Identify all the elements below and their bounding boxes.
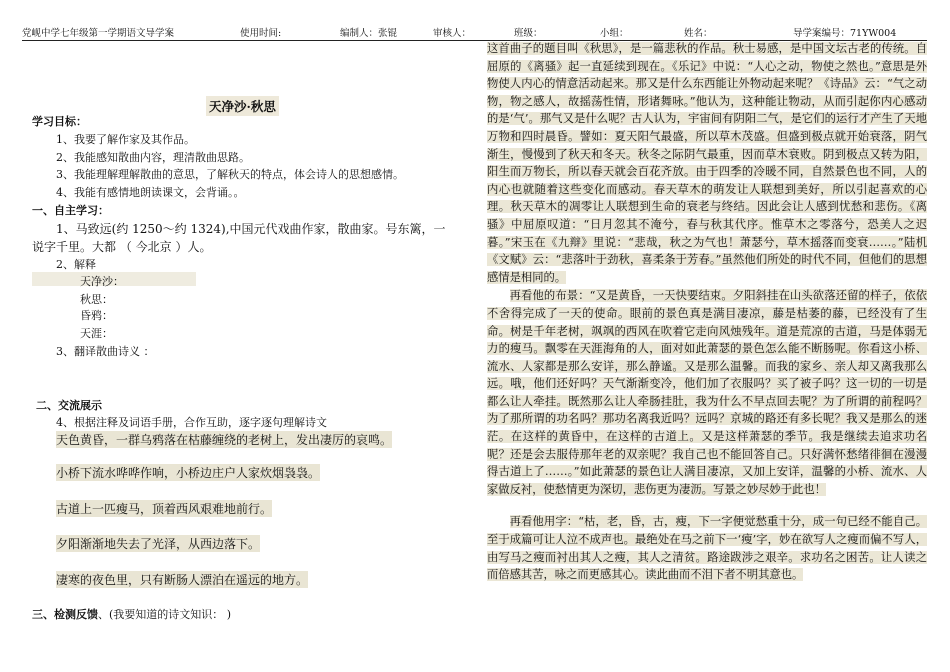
document-header — [22, 22, 927, 41]
group-field: 小组： — [600, 28, 629, 39]
term-hunya: 昏鸦： — [80, 309, 113, 322]
objectives-heading: 学习目标： — [32, 115, 87, 128]
objective-item: 4、我能有感情地朗读课文，会背诵。。 — [56, 186, 245, 199]
feedback-section — [32, 606, 231, 622]
exchange-instruction: 4、根据注释及词语手册，合作互助，逐字逐句理解诗文 — [56, 416, 327, 429]
author-intro-line1: 1、马致远(约 1250～约 1324),中国元代戏曲作家，散曲家。号东篱，一 — [56, 222, 446, 236]
name-field: 姓名： — [684, 28, 713, 39]
worksheet-code: 导学案编号：71YW004 — [793, 28, 897, 39]
commentary-paragraph-1: 这首曲子的题目叫《秋思》，是一篇悲秋的作品。秋士易感，是中国文坛古老的传统。自屈原的《离骚》起一直延续到现在。《乐记》中说：“人心之动，物使之然也。”意思是外物使人内心的情意活动起来。那又是什么东西能让外物动起来呢？《诗品》云：“气之动物，物之感人，故摇荡性情，形诸舞咏。”他认为，这种能让物动，从而引起你内心感动的是‘气’。那气又是什么呢？古人认为，宇宙间有阴阳二气，是它们的运行才产生了天地万物和四时晨昏。譬如：夏天阳气最盛，所以草木茂盛。但盛到极点就开始衰落，阴气渐生，慢慢到了秋天和冬天。秋冬之际阴气最重，因而草木衰败。阴到极点又转为阳，阳生而万物长，所以春天就会百花齐放。由于四季的冷暖不同，自然景色也不同，人的内心也就随着这些变化而感动。春天草木的萌发让人联想到美好，所以引起喜欢的心理。秋天草木的凋零让人联想到生命的衰老与终结。因此会让人感到忧愁和悲伤。《离骚》中屈原叹道：“日月忽其不淹兮，春与秋其代序。惟草木之零落兮，恐美人之迟暮。”宋玉在《九辩》里说：“悲哉，秋之为气也！萧瑟兮，草木摇落而变衰……。”陆机《文赋》云：“悲落叶于劲秋，喜柔条于芳春。”虽然他们所处的时代不同，但他们的思想感情是相同的。 — [487, 42, 927, 284]
school-title: 党岘中学七年级第一学期语文导学案 — [22, 28, 175, 39]
term-qiusi: 秋思： — [80, 293, 113, 306]
use-time-field: 使用时间: — [240, 28, 282, 39]
translation-line: 小桥下流水哗哗作响，小桥边庄户人家炊烟袅袅。 — [56, 466, 321, 480]
objective-item: 2、我能感知散曲内容，理清散曲思路。 — [56, 151, 250, 164]
self-study-heading: 一、自主学习： — [32, 204, 109, 217]
feedback-heading: 三、检测反馈 — [32, 608, 98, 621]
translation-line: 古道上一匹瘦马，顶着西风艰难地前行。 — [56, 502, 273, 516]
feedback-note: 、(我要知道的诗文知识： ) — [98, 608, 232, 621]
term-tianya: 天涯： — [80, 327, 113, 340]
editor-field: 编制人：张锟 — [340, 28, 398, 39]
commentary-paragraph-3: 再看他用字：“枯，老，昏，古，瘦，下一字便觉愁重十分，成一句已经不能自己。至于成篇可让人泣不成声也。最绝处在马之前下一‘瘦’字，妙在欲写人之瘦而偏不写人，由写马之瘦而衬出其人之瘦，其人之清贫。路途跋涉之艰辛。求功名之困苦。让人读之而倍感其苦，咏之而更感其心。读此曲而不泪下者不明其意也。 — [487, 515, 927, 582]
page-title: 天净沙·秋思 — [206, 96, 279, 116]
commentary-paragraph-2: 再看他的布景：“又是黄昏，一天快要结束。夕阳斜挂在山头欲落还留的样子，依依不舍得完成了一天的使命。眼前的景色真是满目凄凉，藤是枯萎的藤，已经没有了生命。树是千年老树，飒飒的西风在吹着它走向风烛残年。道是荒凉的古道，马是体弱无力的瘦马。飘零在天涯海角的人，面对如此萧瑟的景色怎么能不断肠呢。你看这小桥、流水、人家都是那么安详，那么静谧。又是那么温馨。而我的家乡、亲人却又离我那么远。哦，他们还好吗？天气渐渐变冷，他们加了衣服吗？买了被子吗？这一切的一切是都么让人牵挂。既然那么让人牵肠挂肚，我为什么不早点回去呢？为了所谓的前程吗？为了那所谓的功名吗？那功名离我近吗？远吗？京城的路还有多长呢？我又是那么的迷茫。在这样的黄昏中，在这样的古道上。又是这样萧瑟的季节。我是继续去追求功名呢？还是会去服侍那年老的双亲呢？我自己也不能回答自己。只好满怀愁绪徘徊在漫漫得古道上了……。”如此萧瑟的景色让人满目凄凉，又加上安详，温馨的小桥、流水、人家做反衬，使愁情更为深切，悲伤更为凄沥。写景之妙尽妙于此也！ — [487, 289, 927, 496]
translation-line: 天色黄昏，一群乌鸦落在枯藤缠绕的老树上，发出凄厉的哀鸣。 — [56, 433, 393, 447]
objective-item: 1、我要了解作家及其作品。 — [56, 133, 195, 146]
exchange-heading: 二、交流展示 — [36, 399, 102, 412]
class-field: 班级： — [514, 28, 543, 39]
author-intro-line2: 说字千里。大都 （ 今北京 ）人。 — [32, 240, 212, 254]
translation-line: 凄寒的夜色里，只有断肠人漂泊在遥远的地方。 — [56, 573, 309, 587]
translate-label: 3、翻译散曲诗义 ： — [56, 345, 155, 358]
commentary-column — [487, 40, 927, 584]
term-tianjingsha: 天净沙： — [80, 275, 124, 288]
explain-label: 2、解释 — [56, 258, 96, 271]
translation-line: 夕阳渐渐地失去了光泽，从西边落下。 — [56, 537, 261, 551]
reviewer-field: 审核人： — [433, 28, 472, 39]
objective-item: 3、我能理解理解散曲的意思，了解秋天的特点，体会诗人的思想感情。 — [56, 168, 404, 181]
